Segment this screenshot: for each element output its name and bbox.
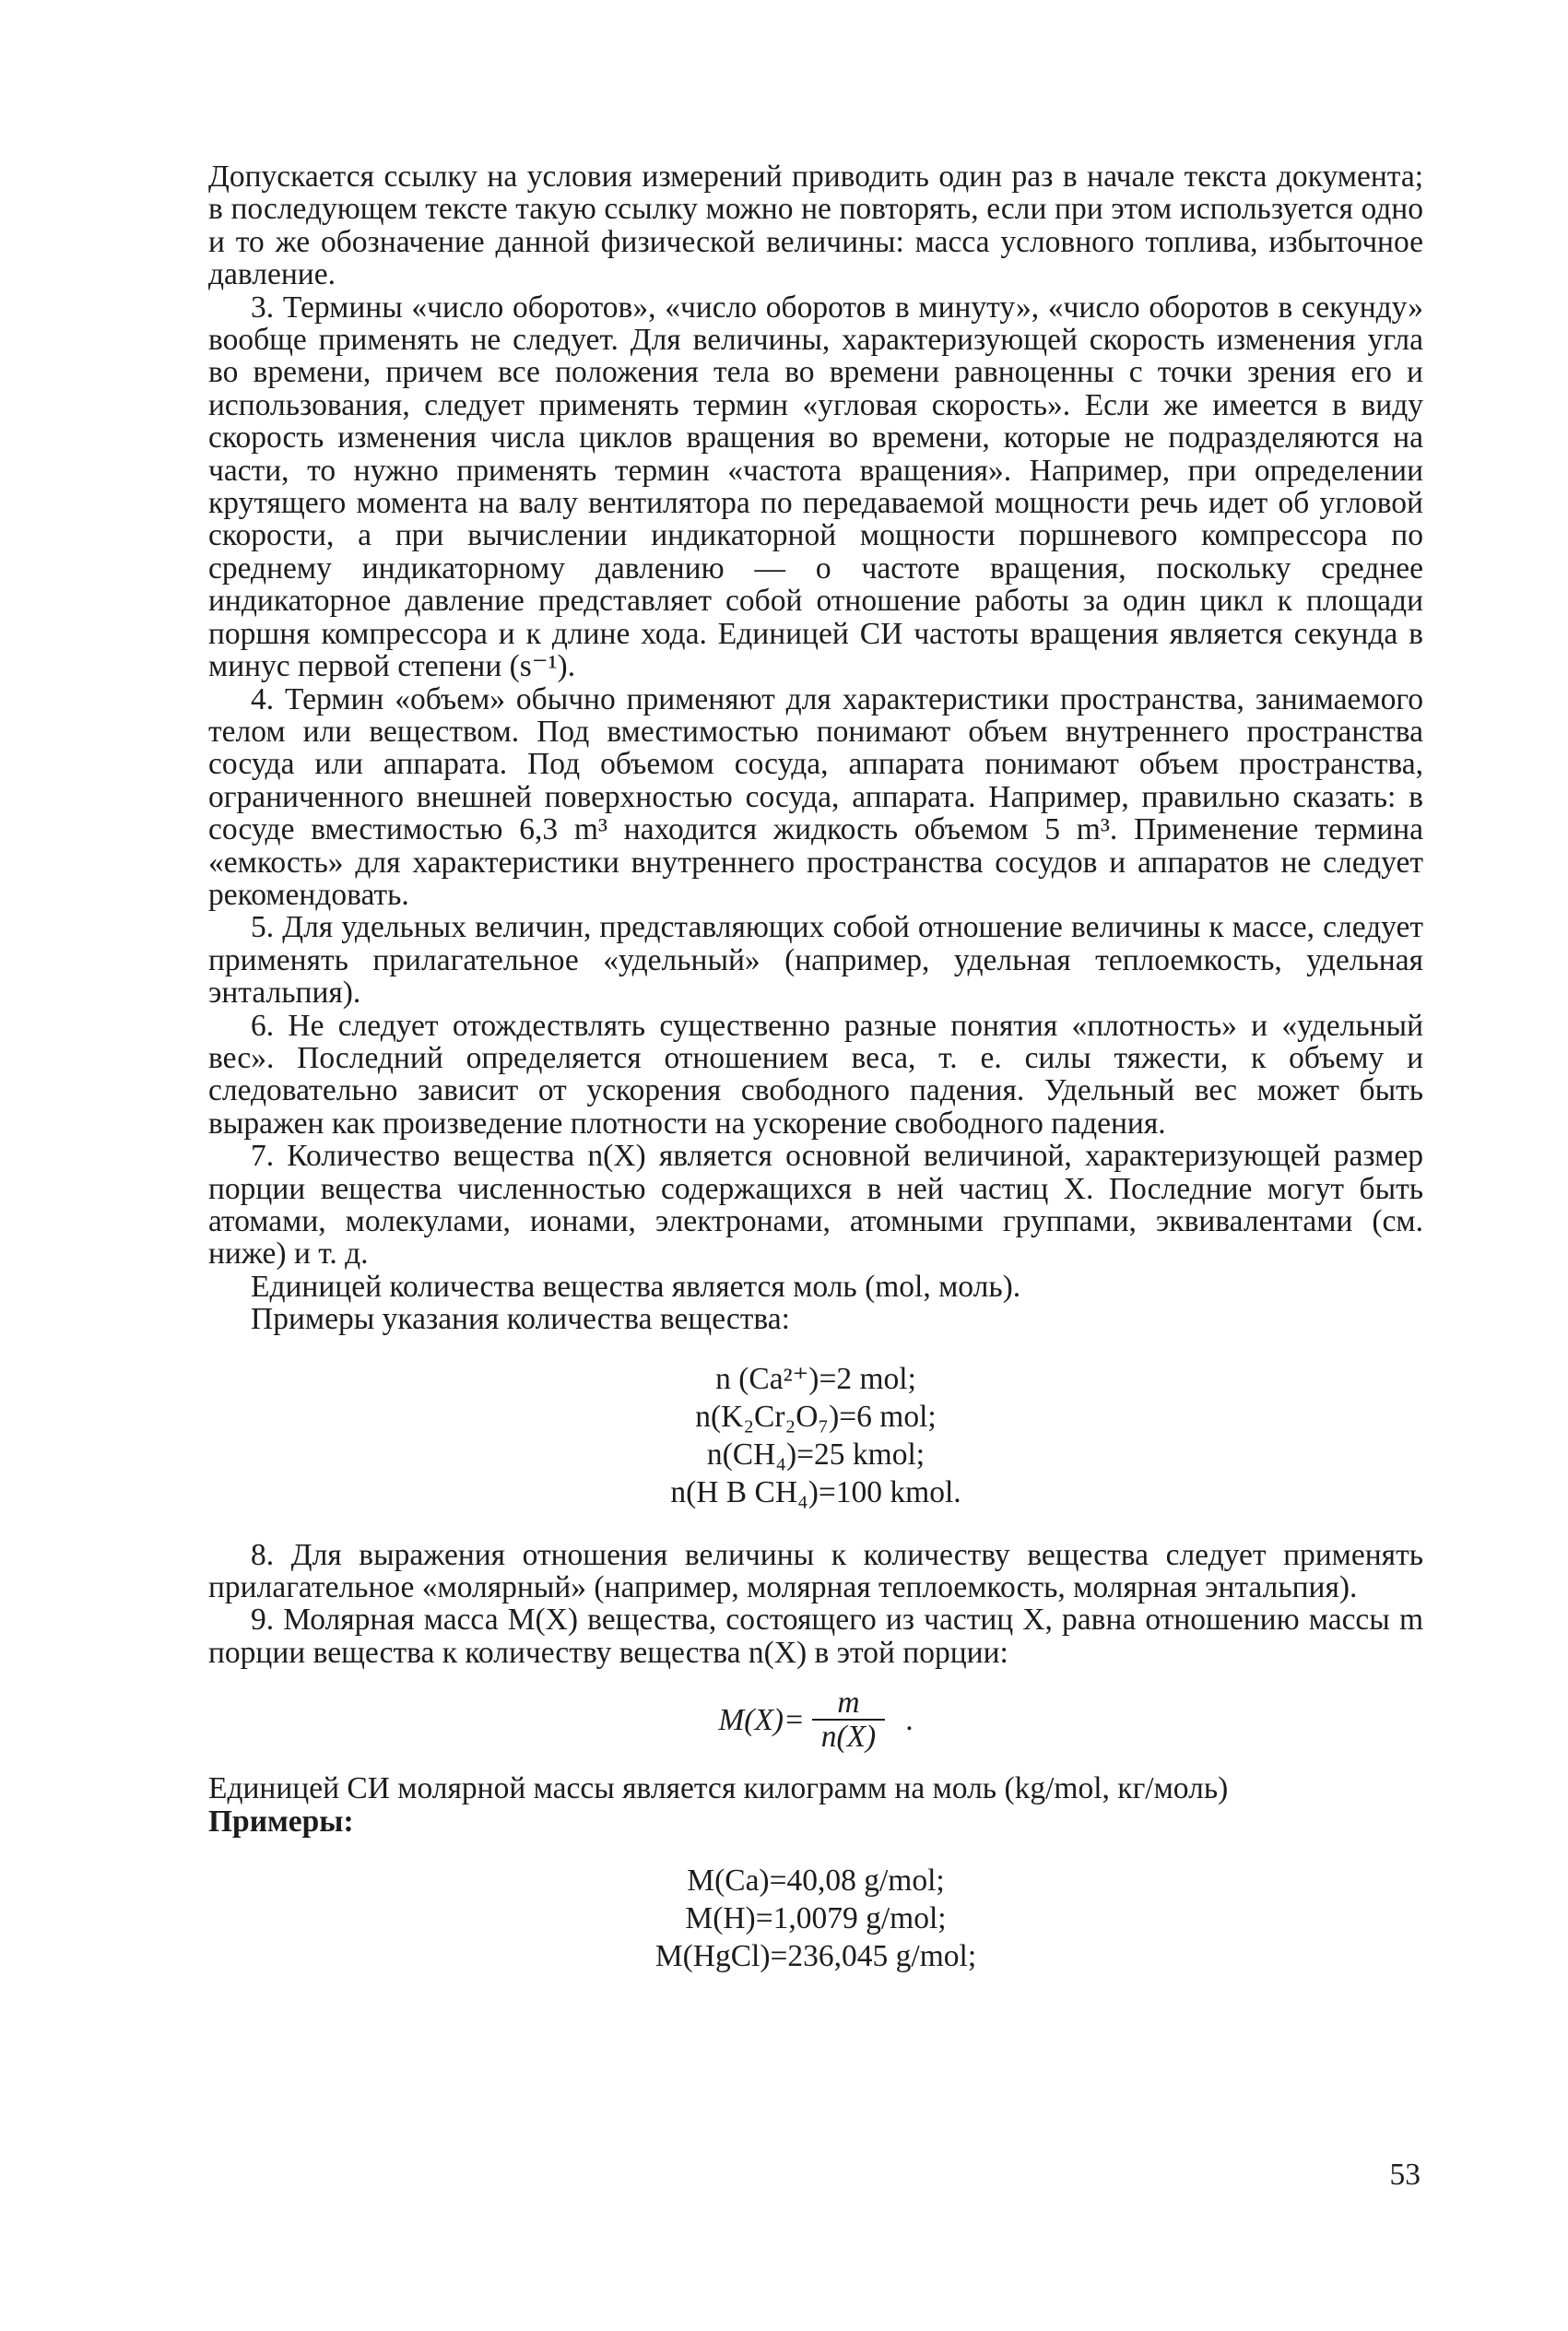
paragraph-item-7: 7. Количество вещества n(X) является основной величиной, характеризующей размер порции вещества численностью содержащихся в ней частиц X. Последние могут быть атомами, молекулами, ионами, электронами, атомными группами, эквивалентами (см. ниже) и т. д. xyxy=(208,1139,1423,1272)
formula-lhs: M(X)= xyxy=(718,1703,805,1738)
formula-line: M(H)=1,0079 g/mol; xyxy=(685,1901,947,1936)
document-body xyxy=(208,160,1423,1975)
formula-line: M(HgCl)=236,045 g/mol; xyxy=(654,1939,977,1974)
paragraph-item-5: 5. Для удельных величин, представляющих собой отношение величины к массе, следует применять прилагательное «удельный» (например, удельная теплоемкость, удельная энтальпия). xyxy=(208,910,1423,1011)
paragraph-item-3: 3. Термины «число оборотов», «число оборотов в минуту», «число оборотов в секунду» вообще применять не следует. Для величины, характеризующей скорость изменения угла во времени, причем все положения тела во времени равноценны с точки зрения его и использования, следует применять термин «угловая скорость». Если же имеется в виду скорость изменения числа циклов вращения во времени, которые не подразделяются на части, то нужно применять термин «частота вращения». Например, при определении крутящего момента на валу вентилятора по передаваемой мощности речь идет об угловой скорости, а при вычислении индикаторной мощности поршневого компрессора по среднему индикаторному давлению — о частоте вращения, поскольку среднее индикаторное давление представляет собой отношение работы за один цикл к площади поршня компрессора и к длине хода. Единицей СИ частоты вращения является секунда в минус первой степени (s⁻¹). xyxy=(208,290,1423,684)
molar-mass-formula xyxy=(208,1669,1423,1772)
formula-line: n (Ca²⁺)=2 mol; xyxy=(715,1361,916,1396)
formula-line: M(Ca)=40,08 g/mol; xyxy=(687,1864,945,1899)
fraction-numerator: m xyxy=(837,1686,860,1721)
spacer xyxy=(208,1336,1423,1360)
paragraph-item-9: 9. Молярная масса M(X) вещества, состоящего из частиц X, равна отношению массы m порции вещества к количеству вещества n(X) в этой порции: xyxy=(208,1603,1423,1670)
spacer xyxy=(208,1838,1423,1862)
formula-line: n(CH₄)=25 kmol; xyxy=(706,1437,925,1472)
paragraph-item-7-examples: Примеры указания количества вещества: xyxy=(251,1302,790,1337)
paragraph-item-7-unit: Единицей количества вещества является моль (mol, моль). xyxy=(251,1269,1021,1304)
paragraph-item-6: 6. Не следует отождествлять существенно разные понятия «плотность» и «удельный вес». Последний определяется отношением веса, т. е. силы тяжести, к объему и следовательно зависит от ускорения свободного падения. Удельный вес может быть выражен как произведение плотности на ускорение свободного падения. xyxy=(208,1008,1423,1141)
formula-line: n(K₂Cr₂O₇)=6 mol; xyxy=(695,1399,937,1434)
spacer xyxy=(208,1511,1423,1539)
molar-mass-examples xyxy=(208,1862,1423,1975)
paragraph-reference-conditions: Допускается ссылку на условия измерений приводить один раз в начале текста документа; в последующем тексте такую ссылку можно не повторять, если при этом используется одно и то же обозначение данной физической величины: масса условного топлива, избыточное давление. xyxy=(208,160,1423,292)
page-number: 53 xyxy=(1389,2158,1421,2192)
formula-line: n(H B CH₄)=100 kmol. xyxy=(670,1474,961,1509)
examples-heading: Примеры: xyxy=(208,1804,354,1839)
paragraph-item-4: 4. Термин «объем» обычно применяют для характеристики пространства, занимаемого телом или веществом. Под вместимостью понимают объем внутреннего пространства сосуда или аппарата. Под объемом сосуда, аппарата понимают объем пространства, ограниченного внешней поверхностью сосуда, аппарата. Например, правильно сказать: в сосуде вместимостью 6,3 m³ находится жидкость объемом 5 m³. Применение термина «емкость» для характеристики внутреннего пространства сосудов и аппаратов не следует рекомендовать. xyxy=(208,681,1423,912)
fraction xyxy=(812,1687,886,1754)
fraction-denominator: n(X) xyxy=(820,1720,877,1755)
paragraph-item-8: 8. Для выражения отношения величины к количеству вещества следует применять прилагательное «молярный» (например, молярная теплоемкость, молярная энтальпия). xyxy=(208,1537,1423,1605)
paragraph-si-unit-molar-mass: Единицей СИ молярной массы является килограмм на моль (kg/mol, кг/моль) xyxy=(208,1771,1229,1806)
amount-of-substance-examples xyxy=(208,1360,1423,1511)
formula-period: . xyxy=(905,1703,914,1738)
